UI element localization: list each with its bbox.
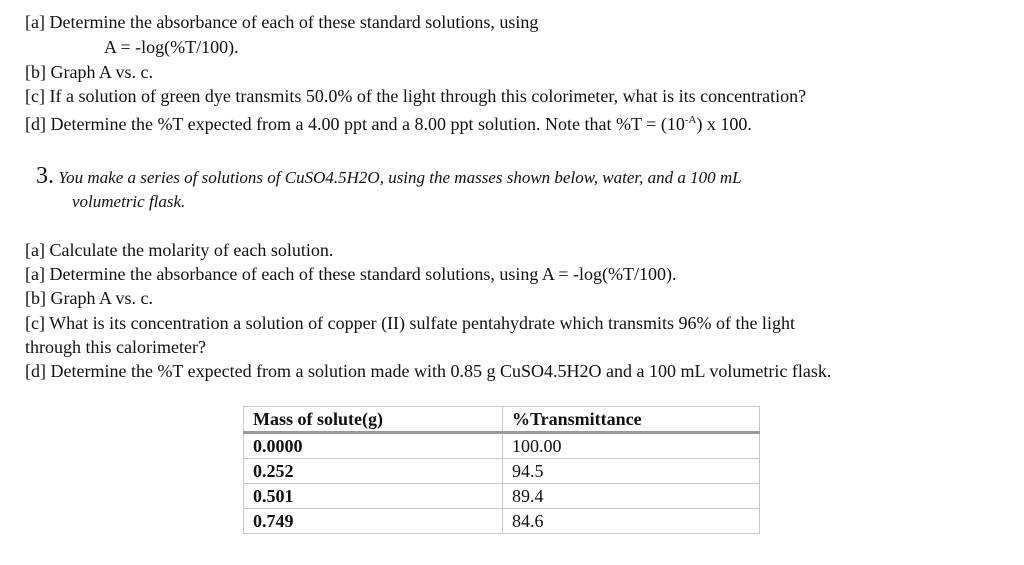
question-2d-text: [d] Determine the %T expected from a 4.00 ppt and a 8.00 ppt solution. Note that %T = (10 <box>25 114 685 134</box>
intro-line-2: volumetric flask. <box>72 192 186 211</box>
header-mass: Mass of solute(g) <box>244 407 503 433</box>
mass-cell: 0.501 <box>244 484 503 509</box>
question-3d: [d] Determine the %T expected from a solution made with 0.85 g CuSO4.5H2O and a 100 mL volumetric flask. <box>25 361 832 381</box>
transmittance-cell: 94.5 <box>503 459 760 484</box>
question-3-intro <box>36 163 742 189</box>
transmittance-cell: 100.00 <box>503 433 760 459</box>
transmittance-cell: 84.6 <box>503 509 760 534</box>
exponent: -A <box>684 114 697 126</box>
question-2a: [a] Determine the absorbance of each of these standard solutions, using <box>25 12 539 32</box>
table-header <box>244 407 760 433</box>
table-row <box>244 509 760 534</box>
question-3c: [c] What is its concentration a solution of copper (II) sulfate pentahydrate which transmits 96% of the light <box>25 313 795 333</box>
question-3b: [b] Graph A vs. c. <box>25 288 153 308</box>
question-3c-cont: through this calorimeter? <box>25 337 206 357</box>
question-3a1: [a] Calculate the molarity of each solution. <box>25 240 334 260</box>
question-2c: [c] If a solution of green dye transmits 50.0% of the light through this colorimeter, what is its concentration? <box>25 86 807 106</box>
question-2d <box>25 110 752 134</box>
mass-cell: 0.749 <box>244 509 503 534</box>
absorbance-formula: A = -log(%T/100). <box>104 37 239 57</box>
table-row <box>244 433 760 459</box>
table-row <box>244 484 760 509</box>
table-row <box>244 459 760 484</box>
question-2d-end: ) x 100. <box>696 114 752 134</box>
mass-cell: 0.0000 <box>244 433 503 459</box>
header-transmittance: %Transmittance <box>503 407 760 433</box>
transmittance-cell: 89.4 <box>503 484 760 509</box>
question-2b: [b] Graph A vs. c. <box>25 62 153 82</box>
intro-line-1: You make a series of solutions of CuSO4.5H2O, using the masses shown below, water, and a 100 mL <box>58 168 742 187</box>
mass-cell: 0.252 <box>244 459 503 484</box>
question-number: 3. <box>36 163 54 189</box>
question-3a2: [a] Determine the absorbance of each of these standard solutions, using A = -log(%T/100). <box>25 264 677 284</box>
data-table <box>243 406 760 534</box>
